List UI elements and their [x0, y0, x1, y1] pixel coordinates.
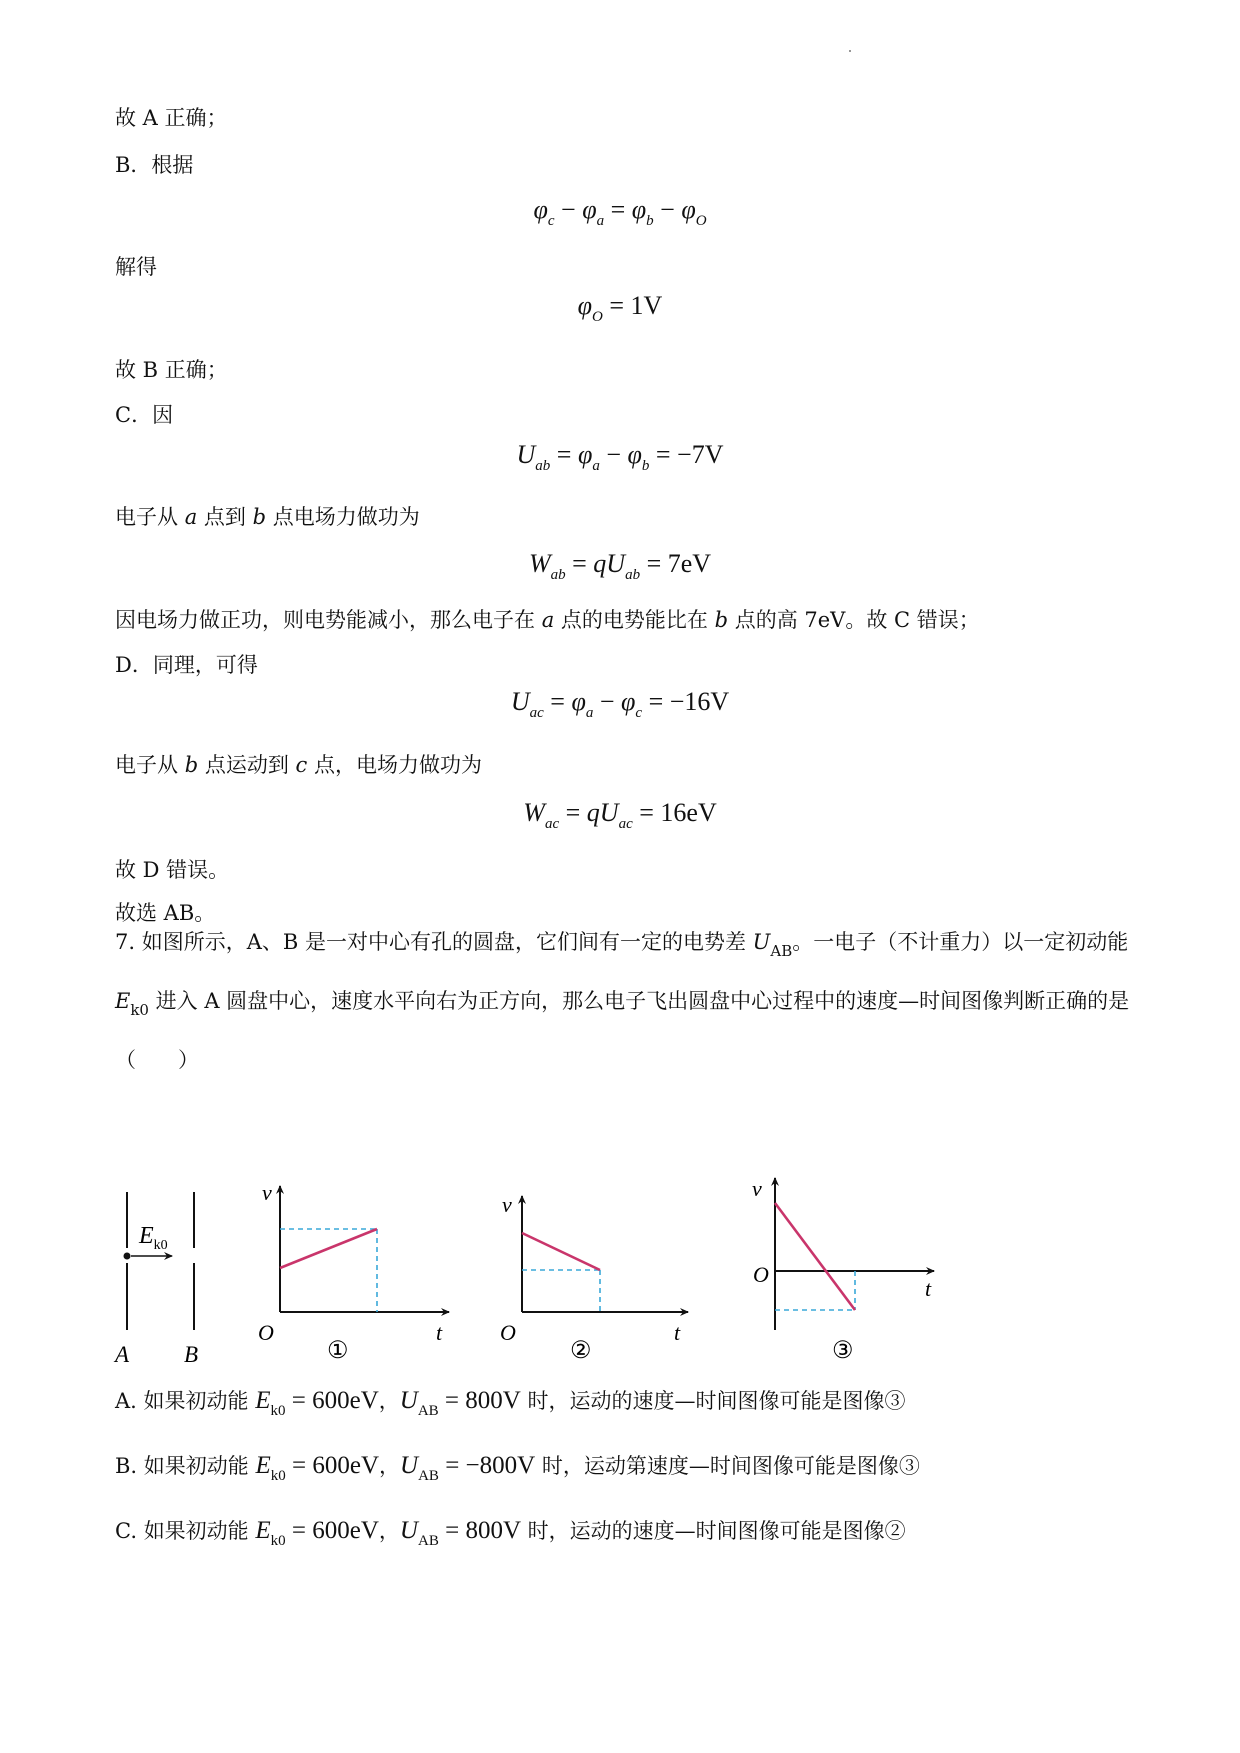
- graph-2-v-label: v: [502, 1192, 512, 1217]
- text-d-work: 电子从 b 点运动到 c 点，电场力做功为: [115, 753, 482, 777]
- graph-3: [752, 1176, 934, 1364]
- equation-5: $U_{ac} = \varphi_a - \varphi_c = -16V$: [510, 687, 730, 721]
- text-d-label: D．同理，可得: [115, 653, 258, 677]
- graph-2-velocity-line: [522, 1233, 600, 1270]
- equation-2: $\varphi_O = 1V$: [577, 291, 663, 325]
- option-c: C. 如果初动能 $E_{k0} = 600eV$，$U_{AB} = 800V$ 时，运动的速度—时间图像可能是图像②: [115, 1517, 906, 1549]
- graph-3-v-label: v: [752, 1176, 762, 1201]
- text-d-wrong: 故 D 错误。: [115, 858, 230, 882]
- text-b-correct: 故 B 正确；: [115, 358, 228, 382]
- graph-1-origin: O: [258, 1320, 274, 1345]
- graph-3-t-label: t: [925, 1276, 932, 1301]
- graph-1: [258, 1180, 449, 1364]
- graph-1-number: ①: [327, 1338, 349, 1364]
- text-choose: 故选 AB。: [115, 901, 216, 925]
- graph-1-v-label: v: [262, 1180, 272, 1205]
- text-c-conclusion: 因电场力做正功，则电势能减小，那么电子在 a 点的电势能比在 b 点的高 7eV。故 C 错误；: [115, 608, 980, 632]
- option-a: A. 如果初动能 $E_{k0} = 600eV$，$U_{AB} = 800V$ 时，运动的速度—时间图像可能是图像③: [115, 1387, 906, 1419]
- corner-dot: [849, 50, 851, 52]
- graph-3-origin: O: [753, 1262, 769, 1287]
- text-c-work: 电子从 a 点到 b 点电场力做功为: [115, 505, 420, 529]
- text-b-label: B．根据: [115, 153, 194, 177]
- option-b: B. 如果初动能 $E_{k0} = 600eV$，$U_{AB} = -800V$ 时，运动第速度—时间图像可能是图像③: [115, 1452, 920, 1484]
- equation-3: $U_{ab} = \varphi_a - \varphi_b = -7V$: [516, 440, 724, 474]
- electron-dot: [124, 1253, 131, 1260]
- plates-diagram: [113, 1192, 198, 1367]
- equation-6: $W_{ac} = qU_{ac} = 16eV$: [523, 798, 717, 832]
- graph-2-origin: O: [500, 1320, 516, 1345]
- graph-3-velocity-line: [775, 1203, 855, 1310]
- ek0-label: $E_{k0}$: [139, 1223, 168, 1253]
- question-figure: [0, 1160, 1240, 1375]
- text-solve: 解得: [115, 255, 157, 279]
- graph-2-t-label: t: [674, 1320, 681, 1345]
- plate-a-label: A: [115, 1342, 130, 1367]
- graph-2-number: ②: [570, 1338, 592, 1364]
- text-c-label: C．因: [115, 403, 174, 427]
- equation-4: $W_{ab} = qU_{ab} = 7eV$: [528, 549, 712, 583]
- graph-3-number: ③: [832, 1338, 854, 1364]
- equation-1: $\varphi_c - \varphi_a = \varphi_b - \varphi_O$: [533, 195, 707, 229]
- graph-2: [500, 1192, 688, 1364]
- question-7: 7. 如图所示，A、B 是一对中心有孔的圆盘，它们间有一定的电势差 $U_{AB}$。一电子（不计重力）以一定初动能 $E_{k0}$ 进入 A 圆盘中心，速度水平向右为正方向，那么电子飞出圆盘中心过程中的速度—时间图像判断正确的是（ ）: [115, 930, 1130, 1072]
- text-a-correct: 故 A 正确；: [115, 106, 228, 130]
- plate-b-label: B: [184, 1342, 199, 1367]
- graph-1-t-label: t: [436, 1320, 443, 1345]
- graph-1-velocity-line: [280, 1229, 377, 1268]
